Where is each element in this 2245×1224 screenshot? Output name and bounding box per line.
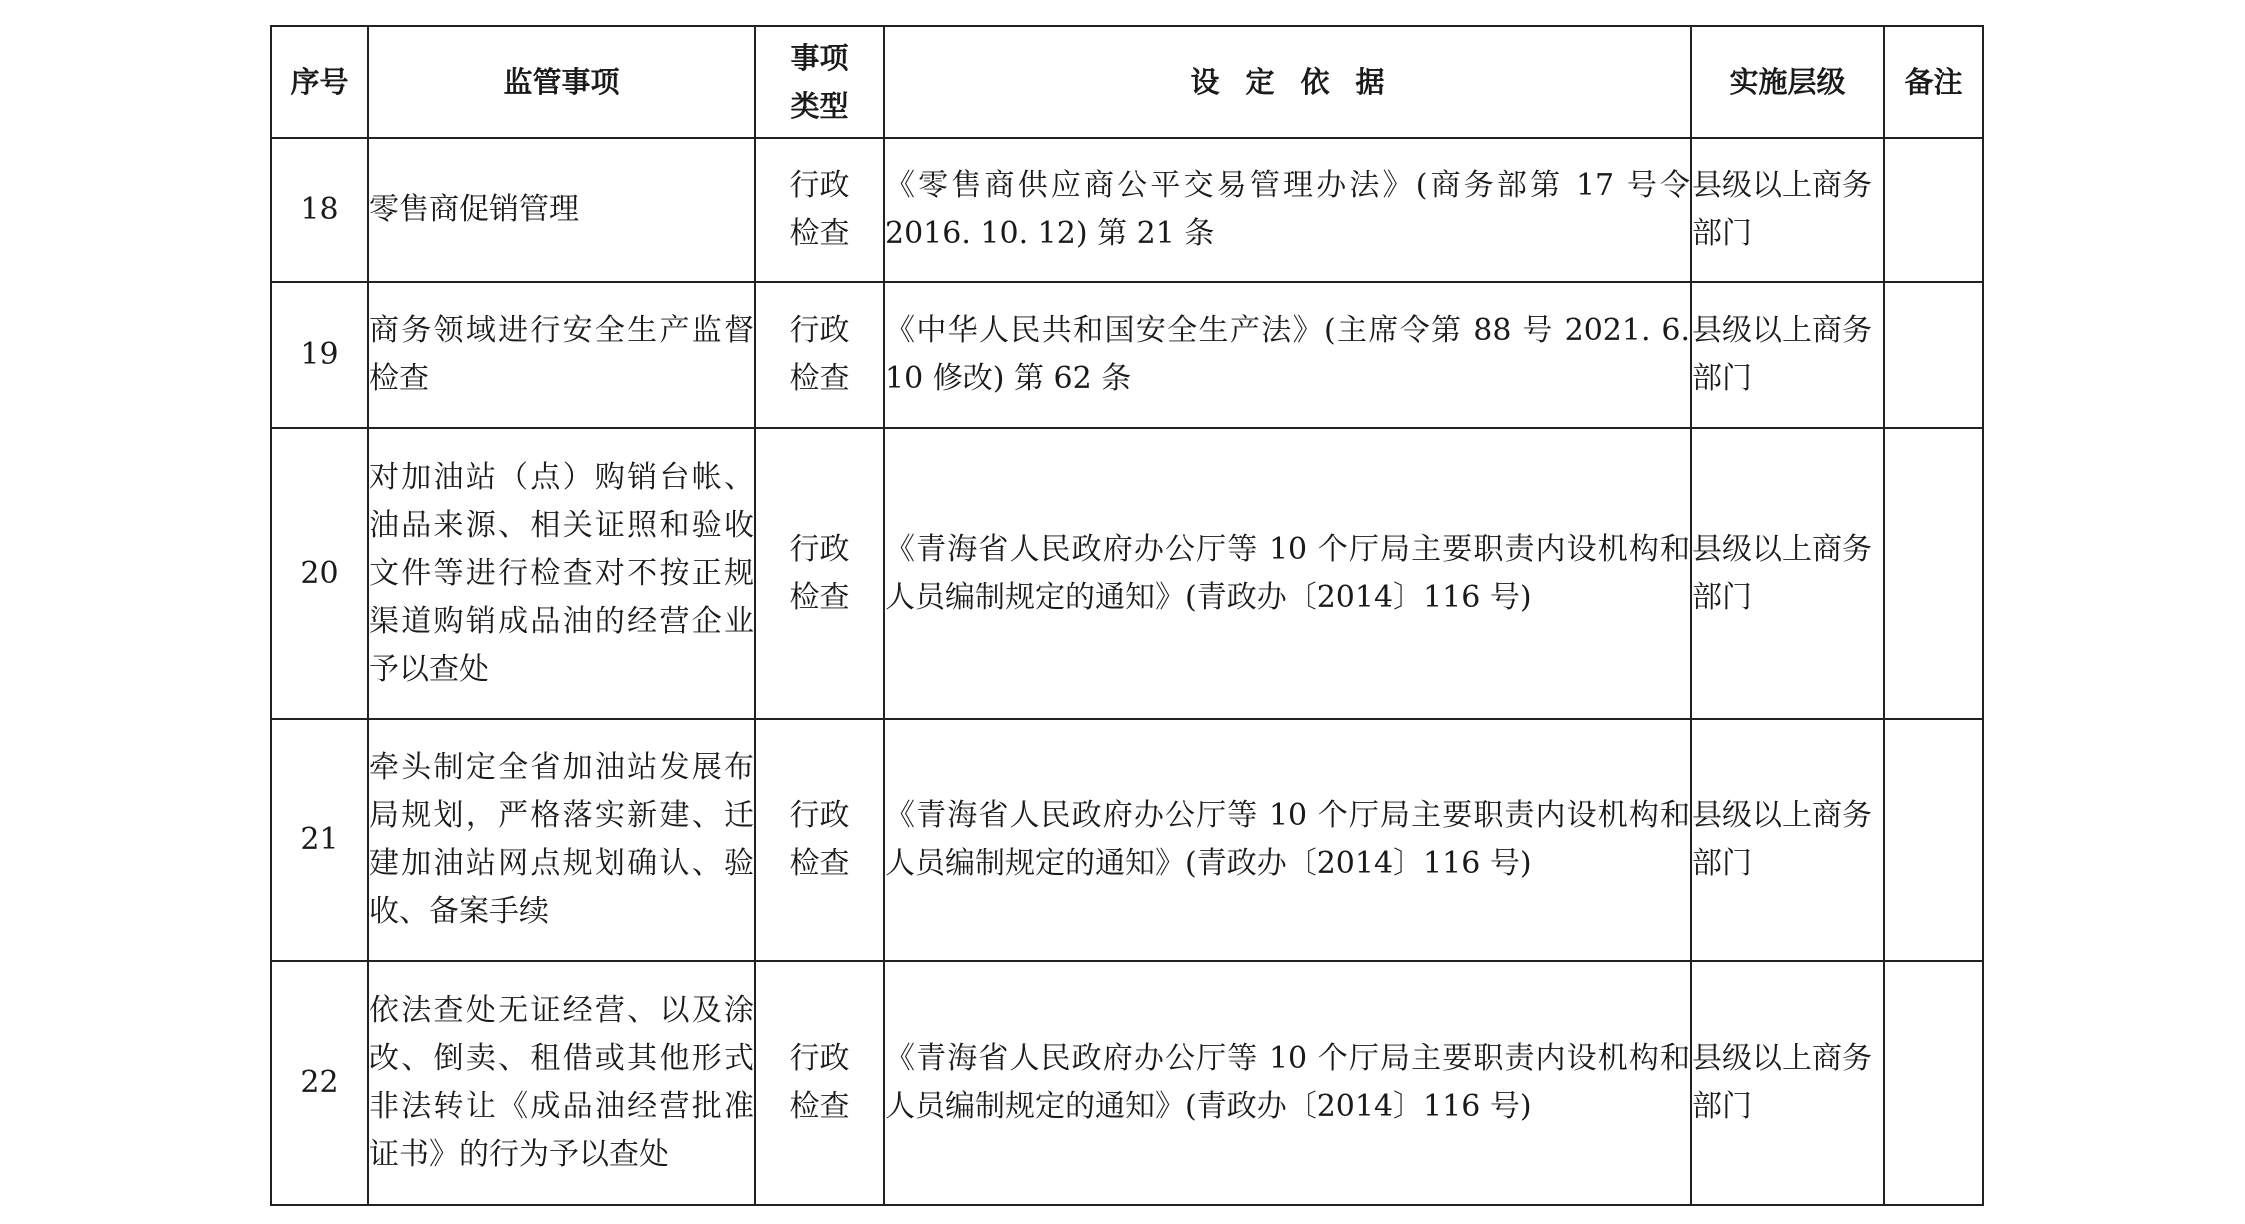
row-type: 行政 检查 — [755, 961, 884, 1205]
table-row — [271, 428, 1983, 719]
row-level: 县级以上商务部门 — [1691, 428, 1884, 719]
row-note — [1884, 961, 1983, 1205]
row-item: 对加油站（点）购销台帐、油品来源、相关证照和验收文件等进行检查对不按正规渠道购销成品油的经营企业予以查处 — [368, 428, 755, 719]
header-item: 监管事项 — [368, 26, 755, 138]
header-num: 序号 — [271, 26, 368, 138]
header-level: 实施层级 — [1691, 26, 1884, 138]
header-note: 备注 — [1884, 26, 1983, 138]
header-type: 事项 类型 — [755, 26, 884, 138]
row-note — [1884, 282, 1983, 428]
row-note — [1884, 719, 1983, 961]
header-basis: 设定依据 — [884, 26, 1691, 138]
row-num: 20 — [271, 428, 368, 719]
row-basis: 《青海省人民政府办公厅等 10 个厅局主要职责内设机构和人员编制规定的通知》(青政办〔2014〕116 号) — [884, 961, 1691, 1205]
row-level: 县级以上商务部门 — [1691, 282, 1884, 428]
row-note — [1884, 138, 1983, 282]
row-type: 行政 检查 — [755, 282, 884, 428]
table-row — [271, 961, 1983, 1205]
regulatory-items-table — [270, 25, 1984, 1206]
row-level: 县级以上商务部门 — [1691, 138, 1884, 282]
row-type: 行政 检查 — [755, 719, 884, 961]
table-header-row — [271, 26, 1983, 138]
row-basis: 《零售商供应商公平交易管理办法》(商务部第 17 号令 2016. 10. 12) 第 21 条 — [884, 138, 1691, 282]
row-item: 零售商促销管理 — [368, 138, 755, 282]
row-level: 县级以上商务部门 — [1691, 719, 1884, 961]
table-row — [271, 138, 1983, 282]
row-num: 18 — [271, 138, 368, 282]
table-row — [271, 282, 1983, 428]
row-item: 牵头制定全省加油站发展布局规划，严格落实新建、迁建加油站网点规划确认、验收、备案手续 — [368, 719, 755, 961]
row-num: 21 — [271, 719, 368, 961]
row-level: 县级以上商务部门 — [1691, 961, 1884, 1205]
row-item: 商务领域进行安全生产监督检查 — [368, 282, 755, 428]
row-type: 行政 检查 — [755, 138, 884, 282]
table-row — [271, 719, 1983, 961]
row-basis: 《青海省人民政府办公厅等 10 个厅局主要职责内设机构和人员编制规定的通知》(青政办〔2014〕116 号) — [884, 428, 1691, 719]
row-num: 22 — [271, 961, 368, 1205]
row-note — [1884, 428, 1983, 719]
row-basis: 《青海省人民政府办公厅等 10 个厅局主要职责内设机构和人员编制规定的通知》(青政办〔2014〕116 号) — [884, 719, 1691, 961]
row-num: 19 — [271, 282, 368, 428]
row-basis: 《中华人民共和国安全生产法》(主席令第 88 号 2021. 6. 10 修改) 第 62 条 — [884, 282, 1691, 428]
row-type: 行政 检查 — [755, 428, 884, 719]
row-item: 依法查处无证经营、以及涂改、倒卖、租借或其他形式非法转让《成品油经营批准证书》的行为予以查处 — [368, 961, 755, 1205]
